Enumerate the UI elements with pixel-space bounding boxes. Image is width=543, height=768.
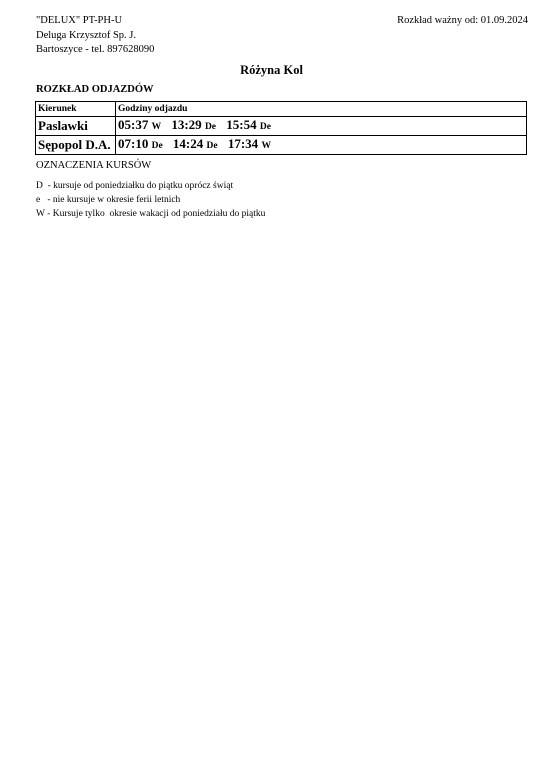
times-column-header: Godziny odjazdu — [116, 102, 527, 117]
departure-mark: W — [151, 122, 162, 132]
departure-times-cell — [116, 117, 527, 136]
table-row — [36, 117, 527, 136]
departure — [226, 117, 271, 132]
legend-item: D - kursuje od poniedziałku do piątku oprócz świąt — [36, 181, 234, 191]
departure-time: 07:10 — [118, 136, 149, 151]
direction-column-header: Kierunek — [36, 102, 116, 117]
departure — [118, 117, 161, 132]
departure-time: 15:54 — [226, 117, 257, 132]
departure-mark: De — [206, 141, 218, 151]
departure-mark: De — [204, 122, 217, 132]
legend-title: OZNACZENIA KURSÓW — [36, 160, 152, 171]
departure-times-cell — [116, 136, 527, 155]
valid-from-date: Rozkład ważny od: 01.09.2024 — [397, 15, 528, 26]
company-info — [36, 14, 154, 58]
direction-cell: Sępopol D.A. — [36, 136, 116, 155]
direction-cell: Paslawki — [36, 117, 116, 136]
departure-mark: De — [259, 122, 271, 132]
departure — [118, 136, 163, 151]
departures-table — [35, 101, 527, 155]
company-name: "DELUX" PT-PH-U — [36, 15, 123, 26]
schedule-title: ROZKŁAD ODJAZDÓW — [36, 84, 154, 95]
departure-time: 13:29 — [171, 117, 202, 132]
legend-item: e - nie kursuje w okresie ferii letnich — [36, 195, 181, 205]
legend-item: W - Kursuje tylko okresie wakacji od poniedziału do piątku — [36, 209, 266, 219]
departure-time: 05:37 — [118, 117, 149, 132]
departure-mark: De — [151, 141, 163, 151]
stop-name: Różyna Kol — [240, 63, 303, 77]
departure-time: 14:24 — [172, 136, 204, 151]
departure — [228, 136, 271, 151]
table-row — [36, 136, 527, 155]
company-owner: Deluga Krzysztof Sp. J. — [36, 29, 137, 41]
company-contact: Bartoszyce - tel. 897628090 — [36, 44, 155, 55]
departure — [171, 117, 216, 132]
departure-time: 17:34 — [227, 136, 259, 151]
table-header-row — [36, 102, 527, 117]
legend-list — [36, 179, 265, 221]
departure-mark: W — [261, 141, 271, 151]
departure — [173, 136, 218, 151]
